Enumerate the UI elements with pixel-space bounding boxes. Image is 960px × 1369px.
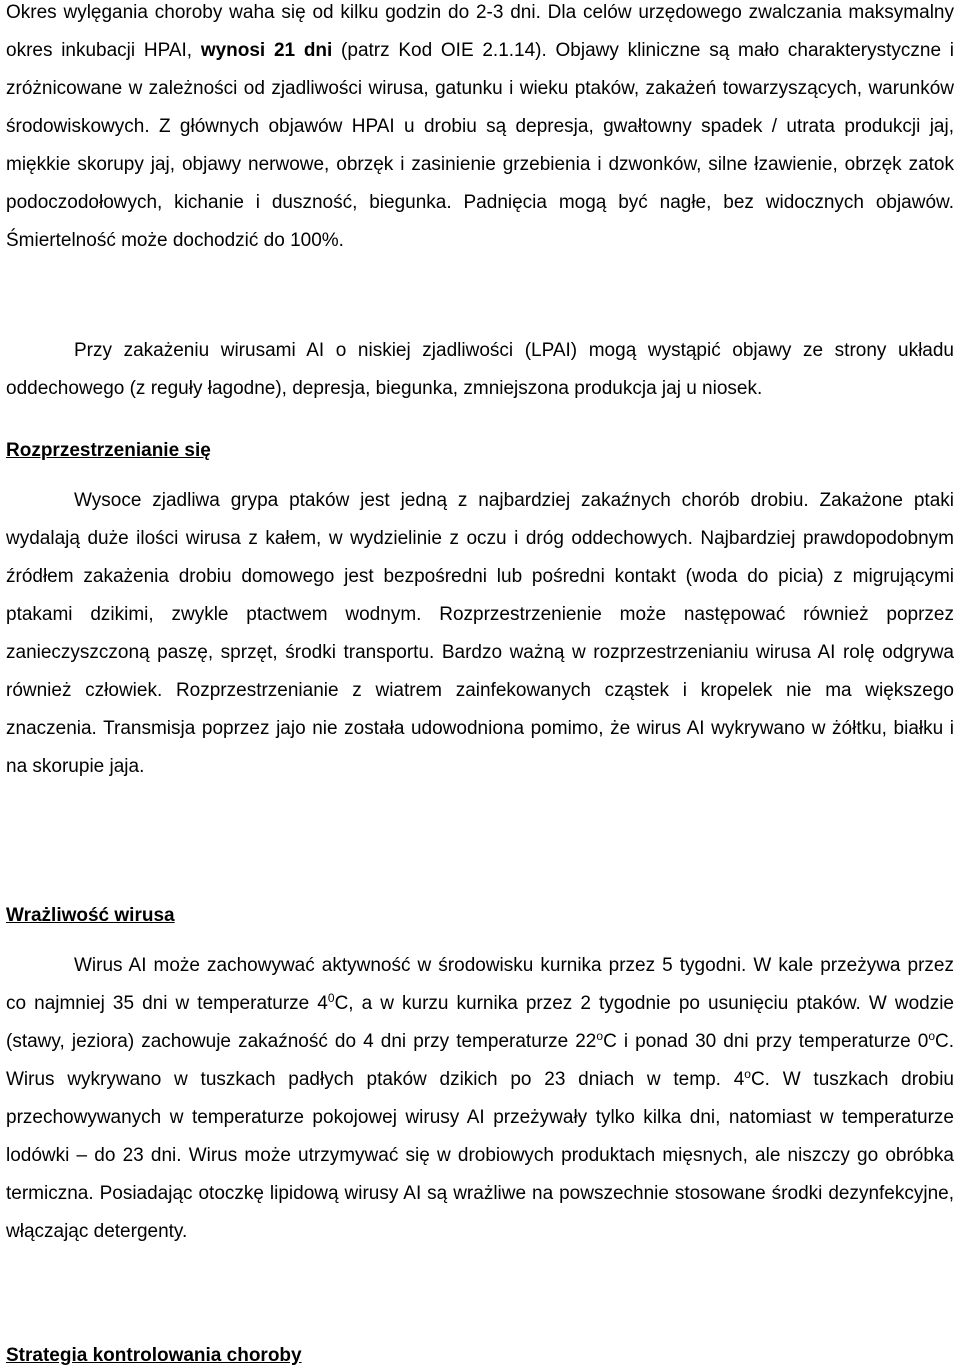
- superscript: o: [928, 1029, 935, 1043]
- paragraph-text: Okres wylęgania choroby waha się od kilku godzin do 2-3 dni. Dla celów urzędowego zwalczania maksymalny okres inkubacji HPAI,: [6, 2, 954, 61]
- paragraph-incubation-symptoms: [6, 0, 954, 260]
- section-heading-sensitivity: Wrażliwość wirusa: [6, 905, 175, 926]
- paragraph-lpai-symptoms: [6, 332, 954, 408]
- paragraph-text: Wysoce zjadliwa grypa ptaków jest jedną z najbardziej zakaźnych chorób drobiu. Zakażone ptaki wydalają duże ilości wirusa z kałem, w wydzielinie z oczu i dróg oddechowych. Najbardziej prawdopodobnym źródłem zakażenia drobiu domowego jest bezpośredni lub pośredni kontakt (woda do picia) z migrującymi ptakami dzikimi, zwykle ptactwem wodnym. Rozprzestrzenienie może następować również poprzez zanieczyszczoną paszę, sprzęt, środki transportu. Bardzo ważną w rozprzestrzenianiu wirusa AI rolę odgrywa również człowiek. Rozprzestrzenianie z wiatrem zainfekowanych cząstek i kropelek nie ma większego znaczenia. Transmisja poprzez jajo nie została udowodniona pomimo, że wirus AI wykrywano w żółtku, białku i na skorupie jaja.: [6, 490, 954, 777]
- section-heading-strategy: Strategia kontrolowania choroby: [6, 1345, 302, 1366]
- bold-incubation-period: wynosi 21 dni: [200, 40, 333, 61]
- paragraph-text: C, a w kurzu kurnika przez 2 tygodnie po usunięciu ptaków. W wodzie (stawy, jeziora) zachowuje zakaźność do 4 dni przy temperaturze 22: [6, 993, 954, 1052]
- paragraph-text: C. Wirus wykrywano w tuszkach padłych ptaków dzikich po 23 dniach w temp. 4: [6, 1031, 954, 1090]
- superscript: o: [744, 1067, 751, 1081]
- paragraph-text: Wirus AI może zachowywać aktywność w środowisku kurnika przez 5 tygodni. W kale przeżywa przez co najmniej 35 dni w temperaturze 4: [6, 955, 954, 1014]
- section-heading-spread: Rozprzestrzenianie się: [6, 440, 211, 461]
- paragraph-text: C. W tuszkach drobiu przechowywanych w temperaturze pokojowej wirusy AI przeżywały tylko kilka dni, natomiast w temperaturze lodówki – do 23 dni. Wirus może utrzymywać się w drobiowych produktach mięsnych, ale niszczy go obróbka termiczna. Posiadając otoczkę lipidową wirusy AI są wrażliwe na powszechnie stosowane środki dezynfekcyjne, włączając detergenty.: [6, 1069, 954, 1242]
- paragraph-text: C i ponad 30 dni przy temperaturze 0: [603, 1031, 929, 1052]
- paragraph-text: Przy zakażeniu wirusami AI o niskiej zjadliwości (LPAI) mogą wystąpić objawy ze strony układu oddechowego (z reguły łagodne), depresja, biegunka, zmniejszona produkcja jaj u niosek.: [6, 340, 954, 399]
- superscript: o: [596, 1029, 604, 1043]
- paragraph-text: (patrz Kod OIE 2.1.14). Objawy kliniczne są mało charakterystyczne i zróżnicowane w zależności od zjadliwości wirusa, gatunku i wieku ptaków, zakażeń towarzyszących, warunków środowiskowych. Z głównych objawów HPAI u drobiu są depresja, gwałtowny spadek / utrata produkcji jaj, miękkie skorupy jaj, objawy nerwowe, obrzęk i zasinienie grzebienia i dzwonków, silne łzawienie, obrzęk zatok podoczodołowych, kichanie i duszność, biegunka. Padnięcia mogą być nagłe, bez widocznych objawów. Śmiertelność może dochodzić do 100%.: [6, 40, 954, 251]
- paragraph-spread: [6, 482, 954, 786]
- superscript: 0: [327, 991, 335, 1005]
- paragraph-sensitivity: [6, 947, 954, 1251]
